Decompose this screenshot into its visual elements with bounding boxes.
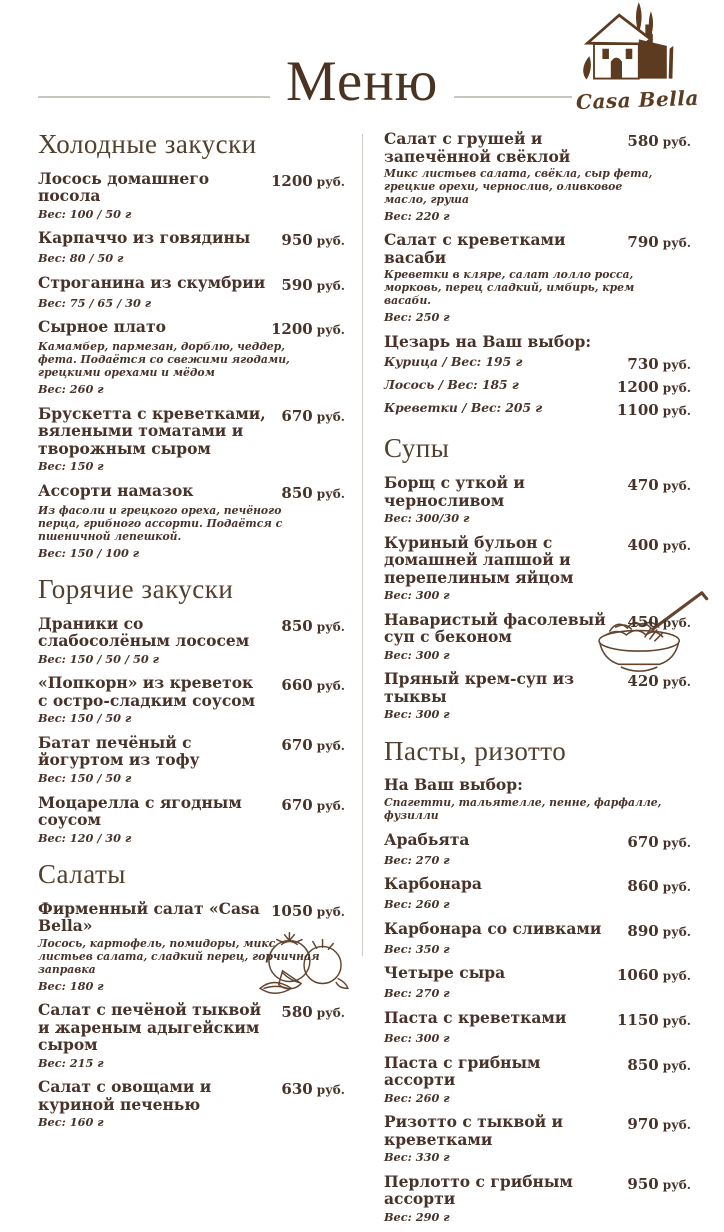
item-name: Салат с грушей и запечённой свёклой — [384, 129, 571, 166]
item-price — [617, 377, 691, 396]
price-currency: руб. — [316, 234, 345, 249]
price-amount: 790 — [627, 233, 659, 252]
item-weight: Вес: 180 г — [38, 978, 104, 993]
price-currency: руб. — [662, 924, 691, 939]
menu-item — [384, 130, 691, 223]
item-price — [627, 670, 691, 690]
item-price — [281, 674, 345, 694]
price-currency: руб. — [316, 323, 345, 338]
item-name: Карбонара — [384, 874, 482, 894]
menu-item — [38, 482, 345, 560]
menu-item-row — [38, 274, 345, 294]
menu-item-row — [384, 831, 691, 851]
menu-item-row — [384, 670, 691, 705]
item-weight: Вес: 150 / 100 г — [38, 545, 140, 560]
item-price — [281, 482, 345, 502]
menu-item — [384, 333, 691, 420]
item-description: Лосось, картофель, помидоры, микс листьев салата, сладкий перец, горчичная заправка — [38, 936, 320, 976]
price-amount: 670 — [627, 832, 659, 851]
item-name: Ризотто с тыквой и креветками — [384, 1112, 563, 1149]
menu-item-row — [384, 1054, 691, 1089]
menu-item-row — [384, 875, 691, 895]
price-currency: руб. — [662, 135, 691, 149]
menu-item-row — [384, 920, 691, 940]
price-amount: 470 — [627, 476, 659, 494]
price-currency: руб. — [662, 381, 691, 396]
item-name: Наваристый фасолевый суп с беконом — [384, 609, 606, 647]
item-option — [384, 377, 691, 396]
menu-item-row — [384, 130, 691, 165]
header-rule-left — [38, 96, 270, 98]
price-amount: 670 — [281, 795, 313, 814]
item-price — [281, 1078, 345, 1098]
price-currency: руб. — [316, 679, 345, 694]
item-name: Салат с печёной тыквой и жареным адыгейским сыром — [38, 1000, 262, 1055]
item-price — [627, 354, 691, 373]
price-amount: 1200 — [270, 320, 313, 339]
price-currency: руб. — [316, 486, 345, 501]
menu-item — [38, 274, 345, 311]
item-weight: Вес: 260 г — [384, 1090, 450, 1105]
menu-item-row — [38, 794, 345, 829]
price-currency: руб. — [316, 904, 345, 919]
menu-item-row — [384, 964, 691, 984]
price-amount: 970 — [627, 1115, 659, 1134]
price-currency: руб. — [316, 1083, 345, 1098]
item-name: Фирменный салат «Casa Bella» — [38, 898, 260, 936]
item-description: Из фасоли и грецкого ореха, печёного перца, грибного ассорти. Подаётся с пшеничной лепешкой. — [38, 503, 283, 543]
price-currency: руб. — [662, 1013, 691, 1028]
item-price — [281, 734, 345, 754]
item-name: Моцарелла с ягодным соусом — [38, 792, 242, 830]
price-amount: 590 — [281, 275, 313, 294]
item-name: На Ваш выбор: — [384, 775, 523, 795]
item-name: Пряный крем-суп из тыквы — [384, 669, 574, 706]
item-price — [627, 1113, 691, 1133]
item-weight: Вес: 300 г — [384, 588, 450, 603]
menu-item — [384, 670, 691, 722]
price-amount: 580 — [281, 1003, 313, 1022]
menu-item-row — [38, 674, 345, 709]
price-currency: руб. — [316, 278, 345, 293]
price-amount: 450 — [627, 612, 659, 631]
menu-item — [384, 534, 691, 603]
section-title: Горячие закуски — [38, 574, 234, 605]
menu-item — [38, 900, 345, 993]
option-label: Курица / Вес: 195 г — [384, 354, 523, 370]
menu-item — [384, 1009, 691, 1046]
page-header — [0, 0, 724, 115]
menu-item — [384, 776, 691, 822]
price-amount: 890 — [627, 921, 659, 940]
item-price — [627, 611, 691, 631]
price-amount: 660 — [281, 676, 313, 695]
item-weight: Вес: 290 г — [384, 1209, 450, 1224]
item-price — [271, 170, 345, 190]
menu-item-row — [38, 615, 345, 650]
price-amount: 630 — [281, 1080, 313, 1099]
item-name: Сырное плато — [38, 317, 166, 337]
price-currency: руб. — [316, 174, 345, 189]
menu-item-row — [384, 231, 691, 266]
item-price — [271, 318, 345, 338]
menu-item — [384, 1173, 691, 1225]
item-name: Перлотто с грибным ассорти — [384, 1171, 573, 1209]
menu-item — [384, 964, 691, 1001]
price-currency: руб. — [662, 358, 691, 373]
price-currency: руб. — [316, 409, 345, 424]
menu-item — [384, 875, 691, 912]
item-price — [627, 920, 691, 940]
price-currency: руб. — [662, 1177, 691, 1192]
item-weight: Вес: 250 г — [384, 310, 450, 325]
item-price — [627, 1054, 691, 1074]
price-currency: руб. — [662, 969, 691, 984]
section-title: Супы — [384, 433, 450, 464]
item-price — [627, 130, 691, 150]
menu-item — [38, 170, 345, 222]
price-amount: 670 — [281, 406, 313, 425]
item-description: Креветки в кляре, салат лолло росса, морковь, перец сладкий, имбирь, крем васаби. — [384, 268, 635, 308]
item-price — [627, 231, 691, 251]
menu-item — [38, 794, 345, 846]
price-currency: руб. — [662, 835, 691, 850]
item-weight: Вес: 270 г — [384, 852, 450, 867]
menu-item-row — [38, 229, 345, 249]
item-name: Четыре сыра — [384, 963, 506, 983]
item-weight: Вес: 330 г — [384, 1150, 450, 1165]
column-divider — [362, 134, 363, 956]
item-weight: Вес: 300/30 г — [384, 511, 470, 525]
item-name: Драники со слабосолёным лососем — [38, 613, 250, 651]
menu-item — [38, 405, 345, 474]
menu-item-row — [384, 534, 691, 587]
price-currency: руб. — [316, 619, 345, 634]
menu-item — [384, 474, 691, 526]
price-amount: 860 — [627, 877, 659, 896]
item-price — [627, 1173, 691, 1193]
section-title: Пасты, ризотто — [384, 735, 567, 766]
item-option — [384, 354, 691, 373]
price-amount: 950 — [281, 231, 313, 250]
menu-item-row — [38, 318, 345, 338]
price-amount: 1060 — [616, 966, 659, 985]
menu-item — [38, 229, 345, 266]
price-currency: руб. — [662, 1118, 691, 1133]
price-amount: 400 — [627, 535, 659, 554]
item-price — [617, 964, 691, 984]
price-currency: руб. — [662, 538, 691, 553]
menu-item-row — [384, 776, 691, 794]
item-price — [627, 875, 691, 895]
menu-item-row — [38, 482, 345, 502]
price-currency: руб. — [662, 880, 691, 895]
item-weight: Вес: 300 г — [384, 1030, 450, 1045]
price-amount: 850 — [281, 483, 313, 502]
menu-item-row — [38, 405, 345, 458]
casa-bella-logo — [575, 2, 700, 115]
item-name: Строганина из скумбрии — [38, 272, 266, 292]
price-amount: 850 — [627, 1055, 659, 1074]
menu-item — [38, 615, 345, 667]
item-weight: Вес: 300 г — [384, 647, 450, 662]
menu-item — [384, 231, 691, 324]
item-weight: Вес: 270 г — [384, 986, 450, 1001]
item-name: Цезарь на Ваш выбор: — [384, 331, 592, 351]
item-price — [617, 1009, 691, 1029]
item-weight: Вес: 80 / 50 г — [38, 251, 124, 266]
price-amount: 950 — [627, 1174, 659, 1193]
item-weight: Вес: 120 / 30 г — [38, 830, 132, 845]
item-weight: Вес: 150 г — [38, 459, 104, 474]
item-option — [384, 400, 691, 419]
item-price — [281, 229, 345, 249]
item-name: Куриный бульон с домашней лапшой и перепелиным яйцом — [384, 532, 574, 587]
item-weight: Вес: 100 / 50 г — [38, 206, 132, 221]
item-description: Спагетти, тальятелле, пенне, фарфалле, фузилли — [384, 795, 662, 822]
menu-item — [38, 1078, 345, 1130]
item-weight: Вес: 300 г — [384, 707, 450, 722]
item-weight: Вес: 215 г — [38, 1055, 104, 1070]
price-amount: 420 — [627, 672, 659, 691]
price-amount: 850 — [281, 616, 313, 635]
menu-item-row — [384, 611, 691, 646]
price-amount: 730 — [627, 355, 659, 374]
item-description: Микс листьев салата, свёкла, сыр фета, грецкие орехи, чернослив, оливковое масло, груша — [384, 167, 653, 206]
menu-item-row — [384, 1173, 691, 1208]
price-amount: 580 — [627, 132, 659, 150]
item-price — [627, 534, 691, 554]
header-rule-right — [454, 96, 572, 98]
item-weight: Вес: 150 / 50 г — [38, 711, 132, 726]
menu-columns — [0, 108, 724, 1232]
menu-column-left — [38, 130, 345, 1232]
price-amount: 1150 — [616, 1010, 659, 1029]
item-name: Ассорти намазок — [38, 480, 194, 500]
item-price — [281, 615, 345, 635]
item-weight: Вес: 220 г — [384, 208, 450, 223]
price-currency: руб. — [662, 479, 691, 493]
item-name: Брускетта с креветками, вялеными томатами и творожным сыром — [38, 403, 266, 458]
item-price — [617, 400, 691, 419]
item-weight: Вес: 75 / 65 / 30 г — [38, 295, 152, 310]
option-label: Креветки / Вес: 205 г — [384, 400, 543, 416]
menu-item-row — [38, 170, 345, 205]
price-amount: 1100 — [616, 401, 659, 420]
menu-item — [38, 1001, 345, 1070]
item-price — [627, 831, 691, 851]
price-currency: руб. — [662, 404, 691, 419]
section-title: Салаты — [38, 859, 126, 890]
price-amount: 1050 — [270, 901, 313, 920]
menu-column-right — [384, 130, 691, 1232]
option-label: Лосось / Вес: 185 г — [384, 377, 519, 393]
item-name: Лосось домашнего посола — [38, 168, 210, 206]
item-weight: Вес: 150 / 50 / 50 г — [38, 651, 160, 666]
menu-item — [384, 1054, 691, 1106]
item-name: Борщ с уткой и черносливом — [384, 473, 525, 510]
item-description: Камамбер, пармезан, дорблю, чеддер, фета. Подаётся со свежими ягодами, грецкими орехами и мёдом — [38, 340, 290, 380]
logo-wordmark: Casa Bella — [575, 85, 700, 115]
item-weight: Вес: 150 / 50 г — [38, 770, 132, 785]
price-currency: руб. — [316, 798, 345, 813]
item-weight: Вес: 350 г — [384, 941, 450, 956]
item-price — [627, 474, 691, 494]
menu-item — [384, 611, 691, 663]
menu-item-row — [38, 1001, 345, 1054]
item-name: Карпаччо из говядины — [38, 228, 251, 248]
price-amount: 1200 — [616, 378, 659, 397]
item-name: Салат с овощами и куриной печенью — [38, 1077, 212, 1114]
price-currency: руб. — [316, 738, 345, 753]
price-currency: руб. — [662, 615, 691, 630]
item-name: Паста с креветками — [384, 1007, 567, 1027]
menu-item-row — [384, 333, 691, 351]
item-name: «Попкорн» из креветок с остро-сладким соусом — [38, 673, 256, 710]
menu-item — [384, 831, 691, 868]
item-price — [271, 900, 345, 920]
item-weight: Вес: 160 г — [38, 1115, 104, 1130]
section-title: Холодные закуски — [38, 129, 257, 159]
menu-item-row — [38, 734, 345, 769]
house-icon — [580, 2, 692, 88]
price-currency: руб. — [662, 675, 691, 690]
menu-item-row — [384, 1113, 691, 1148]
item-weight: Вес: 260 г — [384, 897, 450, 912]
item-price — [281, 405, 345, 425]
price-currency: руб. — [316, 1006, 345, 1021]
item-weight: Вес: 260 г — [38, 382, 104, 397]
price-currency: руб. — [662, 236, 691, 251]
price-currency: руб. — [662, 1058, 691, 1073]
item-price — [281, 1001, 345, 1021]
menu-item — [384, 1113, 691, 1165]
item-price — [281, 274, 345, 294]
item-name: Арабьята — [384, 829, 470, 849]
menu-item — [38, 674, 345, 726]
page-title: Меню — [286, 49, 439, 113]
menu-item — [38, 318, 345, 396]
menu-item — [384, 920, 691, 957]
item-name: Паста с грибным ассорти — [384, 1052, 541, 1090]
price-amount: 670 — [281, 735, 313, 754]
item-name: Салат с креветками васаби — [384, 230, 566, 267]
item-name: Карбонара со сливками — [384, 918, 602, 938]
menu-item-row — [384, 1009, 691, 1029]
menu-item-row — [38, 900, 345, 935]
item-name: Батат печёный с йогуртом из тофу — [38, 732, 200, 770]
menu-item — [38, 734, 345, 786]
menu-item-row — [38, 1078, 345, 1113]
item-price — [281, 794, 345, 814]
price-amount: 1200 — [270, 171, 313, 190]
menu-item-row — [384, 474, 691, 509]
